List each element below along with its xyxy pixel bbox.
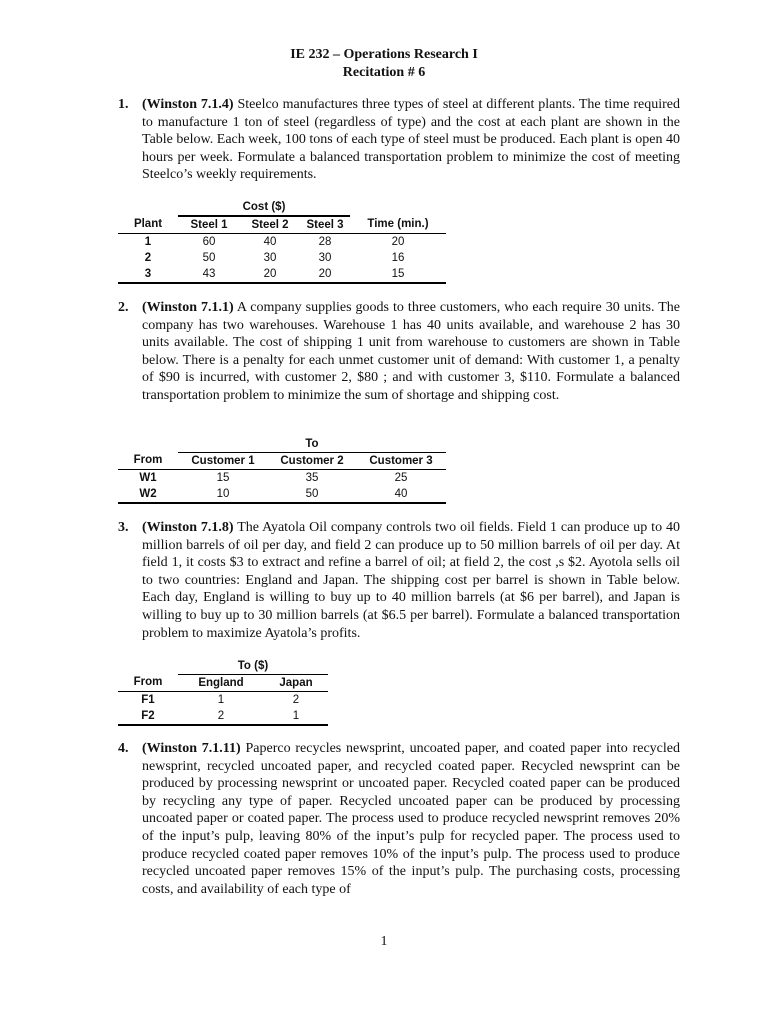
table-cell: 2 xyxy=(178,708,264,725)
table-cell: 10 xyxy=(178,486,268,503)
column-header: From xyxy=(118,675,178,692)
table-cell: 25 xyxy=(394,471,408,484)
table-cell: 20 xyxy=(240,266,300,283)
table-cell: 50 xyxy=(268,486,356,503)
table-cell: 35 xyxy=(305,471,319,484)
table-cell: 20 xyxy=(391,235,405,248)
table-cell: 2 xyxy=(292,693,300,706)
column-header: From xyxy=(118,453,178,470)
table-cell: 1 xyxy=(264,708,328,725)
table-cell: W1 xyxy=(139,471,157,484)
table-row xyxy=(118,250,446,266)
problem-text xyxy=(142,740,680,898)
problem-text xyxy=(142,299,680,405)
column-header: Customer 2 xyxy=(268,453,356,470)
table-row xyxy=(118,266,446,283)
problem-body: Steelco manufactures three types of steel at different plants. The time required to manufacture 1 ton of steel (regardless of type) and the cost at each plant are shown in the Table below. Each week, 100 tons of each type of steel must be produced. Each plant is open 40 hours per week. Formulate a balanced transportation problem to minimize the cost of meeting Steelco’s weekly requirements. xyxy=(142,97,680,183)
column-header: Time (min.) xyxy=(350,216,446,234)
column-header: Plant xyxy=(118,216,178,234)
table-group-header: To xyxy=(178,436,446,453)
table-cell: 15 xyxy=(216,471,230,484)
problem-number: 1. xyxy=(118,97,129,112)
shipping-cost-table xyxy=(118,436,446,504)
column-header: Steel 3 xyxy=(300,216,350,234)
table-cell: F2 xyxy=(118,708,178,725)
column-header: Customer 3 xyxy=(356,453,446,470)
table-cell: 16 xyxy=(391,251,405,264)
table-cell: 43 xyxy=(178,266,240,283)
page-number: 1 xyxy=(380,934,388,949)
table-cell: 60 xyxy=(202,235,216,248)
table-cell: 50 xyxy=(202,251,216,264)
problem-text xyxy=(142,519,680,642)
table-cell: 2 xyxy=(144,251,152,264)
column-header: Steel 1 xyxy=(178,216,240,234)
column-header: England xyxy=(178,675,264,692)
oil-shipping-table xyxy=(118,658,328,726)
problem-text xyxy=(142,96,680,184)
column-header: Steel 2 xyxy=(240,216,300,234)
problem-source: (Winston 7.1.1) xyxy=(142,300,234,315)
table-row xyxy=(118,234,446,251)
document-subtitle: Recitation # 6 xyxy=(342,65,426,80)
problem-body: The Ayatola Oil company controls two oil fields. Field 1 can produce up to 40 million barrels of oil per day, and field 2 can produce up to 50 million barrels of oil per day. At field 1, it costs $3 to extract and refine a barrel of oil; at field 2, the cost ,s $2. Ayotola sells oil to two countries: England and Japan. The shipping cost per barrel is shown in Table below. Each day, England is willing to buy up to 40 million barrels (at $6 per barrel), and Japan is willing to buy up to 30 million barrels (at $6.5 per barrel). Formulate a balanced transportation problem to maximize Ayatola’s profits. xyxy=(142,520,680,641)
table-cell: 1 xyxy=(217,693,225,706)
problem-body: A company supplies goods to three customers, who each require 30 units. The company has two warehouses. Warehouse 1 has 40 units available, and warehouse 2 has 30 units available. The cost of shipping 1 unit from warehouse to customers are shown in Table below. There is a penalty for each unmet customer unit of demand: With customer 1, a penalty of $90 is incurred, with customer 2, $80 ; and with customer 3, $110. Formulate a balanced transportation problem to minimize the sum of shortage and shipping cost. xyxy=(142,300,680,403)
table-cell: 30 xyxy=(263,251,277,264)
table-cell: 1 xyxy=(144,235,152,248)
problem-source: (Winston 7.1.11) xyxy=(142,741,241,756)
table-row xyxy=(118,486,446,503)
document-title: IE 232 – Operations Research I xyxy=(290,47,478,62)
table-cell: 40 xyxy=(356,486,446,503)
table-cell: 28 xyxy=(318,235,332,248)
table-cell: F1 xyxy=(141,693,155,706)
table-row xyxy=(118,470,446,487)
problem-body: Paperco recycles newsprint, uncoated paper, and coated paper into recycled newsprint, recycled uncoated paper, and recycled coated paper. Recycled newsprint can be produced by processing newsprint or uncoated paper. Recycled coated paper can be produced by recycling any type of paper. Recycled uncoated paper can be produced by processing uncoated paper or coated paper. The process used to produce recycled newsprint removes 20% of the input’s pulp, leaving 80% of the input’s pulp for recycled paper. The process used to produce recycled coated paper removes 10% of the input’s pulp. The process used to produce recycled uncoated paper removes 15% of the input’s pulp. The purchasing costs, processing costs, and availability of each type of xyxy=(142,741,680,897)
problem-number: 3. xyxy=(118,520,129,535)
table-cell: W2 xyxy=(118,486,178,503)
problem-number: 2. xyxy=(118,300,129,315)
table-group-header: To ($) xyxy=(178,658,328,675)
table-cell: 15 xyxy=(350,266,446,283)
column-header: Customer 1 xyxy=(178,453,268,470)
table-cell: 20 xyxy=(300,266,350,283)
steel-cost-table xyxy=(118,199,446,284)
table-row xyxy=(118,692,328,709)
table-group-header: Cost ($) xyxy=(178,199,350,216)
table-cell: 30 xyxy=(318,251,332,264)
column-header: Japan xyxy=(264,675,328,692)
problem-source: (Winston 7.1.4) xyxy=(142,97,234,112)
problem-source: (Winston 7.1.8) xyxy=(142,520,234,535)
table-row xyxy=(118,708,328,725)
problem-number: 4. xyxy=(118,741,129,756)
table-cell: 3 xyxy=(118,266,178,283)
table-cell: 40 xyxy=(263,235,277,248)
